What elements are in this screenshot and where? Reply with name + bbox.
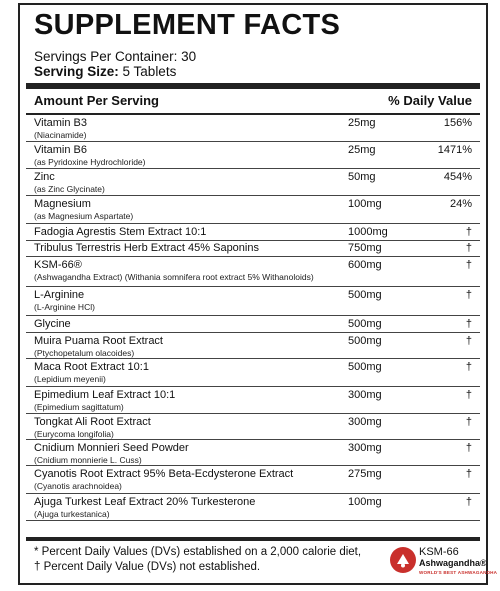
ingredient-name: Cnidium Monnieri Seed Powder (34, 442, 189, 454)
footnote-daily-values: * Percent Daily Values (DVs) established on a 2,000 calorie diet, (34, 546, 362, 558)
ingredient-name: Magnesium (34, 198, 91, 210)
ingredient-source: (Lepidium meyenii) (34, 374, 106, 384)
ingredient-name: Fadogia Agrestis Stem Extract 10:1 (34, 226, 207, 238)
serving-size-label: Serving Size: (34, 64, 119, 79)
ingredient-source: (as Zinc Glycinate) (34, 184, 105, 194)
footer-divider (26, 537, 480, 541)
ingredient-daily-value: † (465, 442, 472, 454)
ingredient-row (26, 466, 480, 494)
ingredient-row (26, 196, 480, 224)
ingredient-daily-value: † (465, 318, 472, 330)
ingredient-row (26, 115, 480, 142)
ingredient-amount: 600mg (348, 259, 382, 271)
supplement-facts-panel (18, 3, 498, 585)
ingredient-daily-value: † (465, 259, 472, 271)
ingredient-name: Vitamin B6 (34, 144, 87, 156)
ingredient-daily-value: † (465, 389, 472, 401)
logo-line-2: Ashwagandha® (419, 558, 487, 568)
ingredient-name: Ajuga Turkest Leaf Extract 20% Turkesterone (34, 496, 256, 508)
ingredient-name: Epimedium Leaf Extract 10:1 (34, 389, 176, 401)
ingredient-row (26, 169, 480, 196)
ingredient-row (26, 316, 480, 333)
ingredient-daily-value: † (465, 335, 472, 347)
ingredient-name: Muira Puama Root Extract (34, 335, 163, 347)
ingredient-row (26, 224, 480, 241)
ingredient-row (26, 287, 480, 316)
panel-title: SUPPLEMENT FACTS (34, 9, 341, 41)
ingredient-source: (as Magnesium Aspartate) (34, 211, 134, 221)
ingredient-amount: 25mg (348, 144, 376, 156)
ingredient-amount: 500mg (348, 289, 382, 301)
ingredient-daily-value: † (465, 289, 472, 301)
amount-per-serving-header: Amount Per Serving (34, 93, 159, 108)
ingredient-table (26, 115, 480, 521)
table-header (34, 93, 472, 109)
ksm66-leaf-glyph (390, 547, 416, 573)
ingredient-row (26, 494, 480, 521)
ingredient-daily-value: 454% (443, 171, 472, 183)
ingredient-amount: 500mg (348, 361, 382, 373)
ingredient-source: (L-Arginine HCl) (34, 302, 95, 312)
ksm66-logo (390, 545, 498, 579)
ingredient-source: (Ptychopetalum olacoides) (34, 348, 135, 358)
ingredient-source: (Ajuga turkestanica) (34, 509, 110, 519)
ingredient-amount: 1000mg (348, 226, 388, 238)
ingredient-amount: 300mg (348, 389, 382, 401)
ingredient-daily-value: † (465, 361, 472, 373)
ingredient-amount: 300mg (348, 416, 382, 428)
ingredient-amount: 25mg (348, 117, 376, 129)
ingredient-name: Zinc (34, 171, 55, 183)
ingredient-row (26, 241, 480, 257)
ingredient-source: (as Pyridoxine Hydrochloride) (34, 157, 146, 167)
ksm66-logo-icon (390, 547, 416, 573)
ingredient-daily-value: 24% (449, 198, 472, 210)
ingredient-daily-value: † (465, 468, 472, 480)
ingredient-source: (Ashwagandha Extract) (Withania somnifera root extract 5% Withanoloids) (34, 272, 314, 282)
ingredient-source: (Cyanotis arachnoidea) (34, 481, 122, 491)
ingredient-source: (Cnidium monnierie L. Cuss) (34, 455, 142, 465)
ingredient-source: (Niacinamide) (34, 130, 87, 140)
ingredient-name: Tongkat Ali Root Extract (34, 416, 151, 428)
ingredient-name: Glycine (34, 318, 71, 330)
ingredient-amount: 500mg (348, 318, 382, 330)
ingredient-name: Tribulus Terrestris Herb Extract 45% Saponins (34, 242, 259, 254)
ingredient-daily-value: 156% (443, 117, 472, 129)
serving-size-value: 5 Tablets (118, 64, 177, 79)
ingredient-amount: 275mg (348, 468, 382, 480)
ingredient-daily-value: † (465, 496, 472, 508)
logo-tagline: WORLD'S BEST ASHWAGANDHA (419, 570, 498, 575)
ingredient-row (26, 257, 480, 287)
ingredient-amount: 50mg (348, 171, 376, 183)
ingredient-amount: 300mg (348, 442, 382, 454)
daily-value-header: % Daily Value (388, 93, 472, 108)
ingredient-row (26, 359, 480, 387)
serving-size (34, 64, 176, 79)
ingredient-source: (Epimedium sagittatum) (34, 402, 124, 412)
ingredient-amount: 100mg (348, 496, 382, 508)
ingredient-name: Maca Root Extract 10:1 (34, 361, 149, 373)
ingredient-daily-value: † (465, 226, 472, 238)
ingredient-name: L-Arginine (34, 289, 85, 301)
ingredient-row (26, 333, 480, 359)
ingredient-amount: 500mg (348, 335, 382, 347)
ingredient-row (26, 387, 480, 414)
ingredient-row (26, 142, 480, 169)
ingredient-name: Vitamin B3 (34, 117, 87, 129)
ingredient-amount: 750mg (348, 242, 382, 254)
ingredient-row (26, 414, 480, 440)
footnote-not-established: † Percent Daily Value (DVs) not established. (34, 561, 261, 573)
ingredient-row (26, 440, 480, 466)
thick-divider (26, 83, 480, 89)
ingredient-daily-value: † (465, 416, 472, 428)
logo-line-1: KSM-66 (419, 546, 459, 558)
ingredient-name: Cyanotis Root Extract 95% Beta-Ecdysterone Extract (34, 468, 294, 480)
ingredient-daily-value: † (465, 242, 472, 254)
ingredient-name: KSM-66® (34, 259, 82, 271)
ingredient-source: (Eurycoma longifolia) (34, 429, 114, 439)
ingredient-amount: 100mg (348, 198, 382, 210)
servings-per-container: Servings Per Container: 30 (34, 49, 197, 64)
ingredient-daily-value: 1471% (437, 144, 472, 156)
